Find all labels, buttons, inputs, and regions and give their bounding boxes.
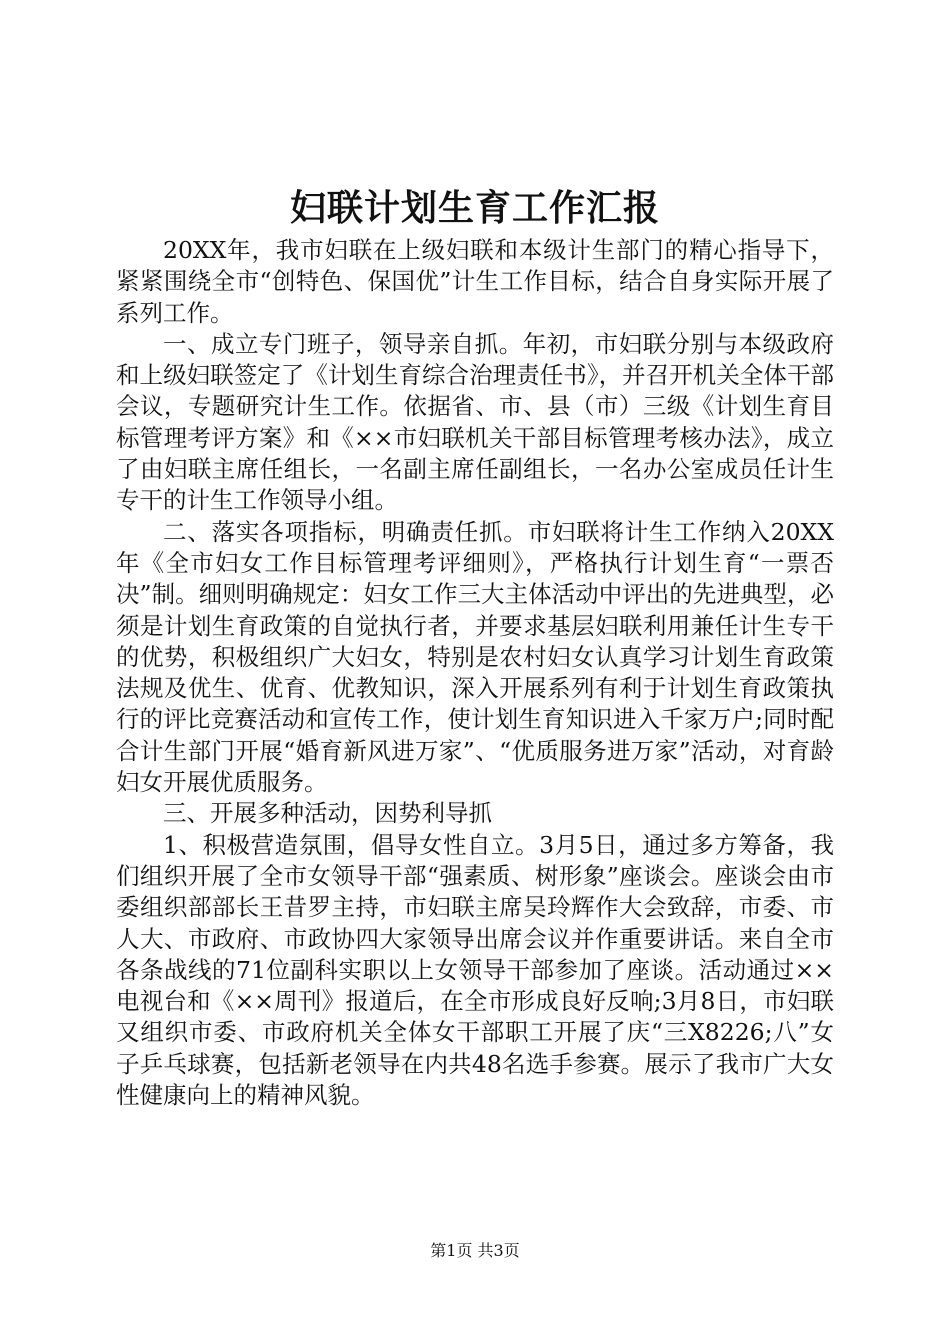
paragraph-section-3-heading: 三、开展多种活动，因势利导抓 [163,799,492,828]
paragraph-section-1: 一、成立专门班子，领导亲自抓。年初，市妇联分别与本级政府和上级妇联签定了《计划生育综合治理责任书》，并召开机关全体干部会议，专题研究计生工作。依据省、市、县（市）三级《计划生育目标管理考评方案》和《××市妇联机关干部目标管理考核办法》，成立了由妇联主席任组长，一名副主席任副组长，一名办公室成员任计生专干的计生工作领导小组。 [116,329,834,515]
paragraph-intro: 20XX年，我市妇联在上级妇联和本级计生部门的精心指导下，紧紧围绕全市“创特色、保国优”计生工作目标，结合自身实际开展了系列工作。 [116,236,834,327]
paragraph-section-2: 二、落实各项指标，明确责任抓。市妇联将计生工作纳入20XX年《全市妇女工作目标管理考评细则》，严格执行计划生育“一票否决”制。细则明确规定：妇女工作三大主体活动中评出的先进典型，必须是计划生育政策的自觉执行者，并要求基层妇联利用兼任计生专干的优势，积极组织广大妇女，特别是农村妇女认真学习计划生育政策法规及优生、优育、优教知识，深入开展系列有利于计划生育政策执行的评比竞赛活动和宣传工作，使计划生育知识进入千家万户;同时配合计生部门开展“婚育新风进万家”、“优质服务进万家”活动，对育龄妇女开展优质服务。 [116,517,834,797]
document-title: 妇联计划生育工作汇报 [289,187,660,229]
page-number-footer: 第1页 共3页 [430,1241,520,1260]
document-body [116,235,834,1111]
paragraph-section-3-item-1: 1、积极营造氛围，倡导女性自立。3月5日，通过多方筹备，我们组织开展了全市女领导干部“强素质、树形象”座谈会。座谈会由市委组织部部长王昔罗主持，市妇联主席吴玲辉作大会致辞，市委、市人大、市政府、市政协四大家领导出席会议并作重要讲话。来自全市各条战线的71位副科实职以上女领导干部参加了座谈。活动通过××电视台和《××周刊》报道后，在全市形成良好反响;3月8日，市妇联又组织市委、市政府机关全体女干部职工开展了庆“三X8226;八”女子乒乓球赛，包括新老领导在内共48名选手参赛。展示了我市广大女性健康向上的精神风貌。 [116,830,834,1110]
